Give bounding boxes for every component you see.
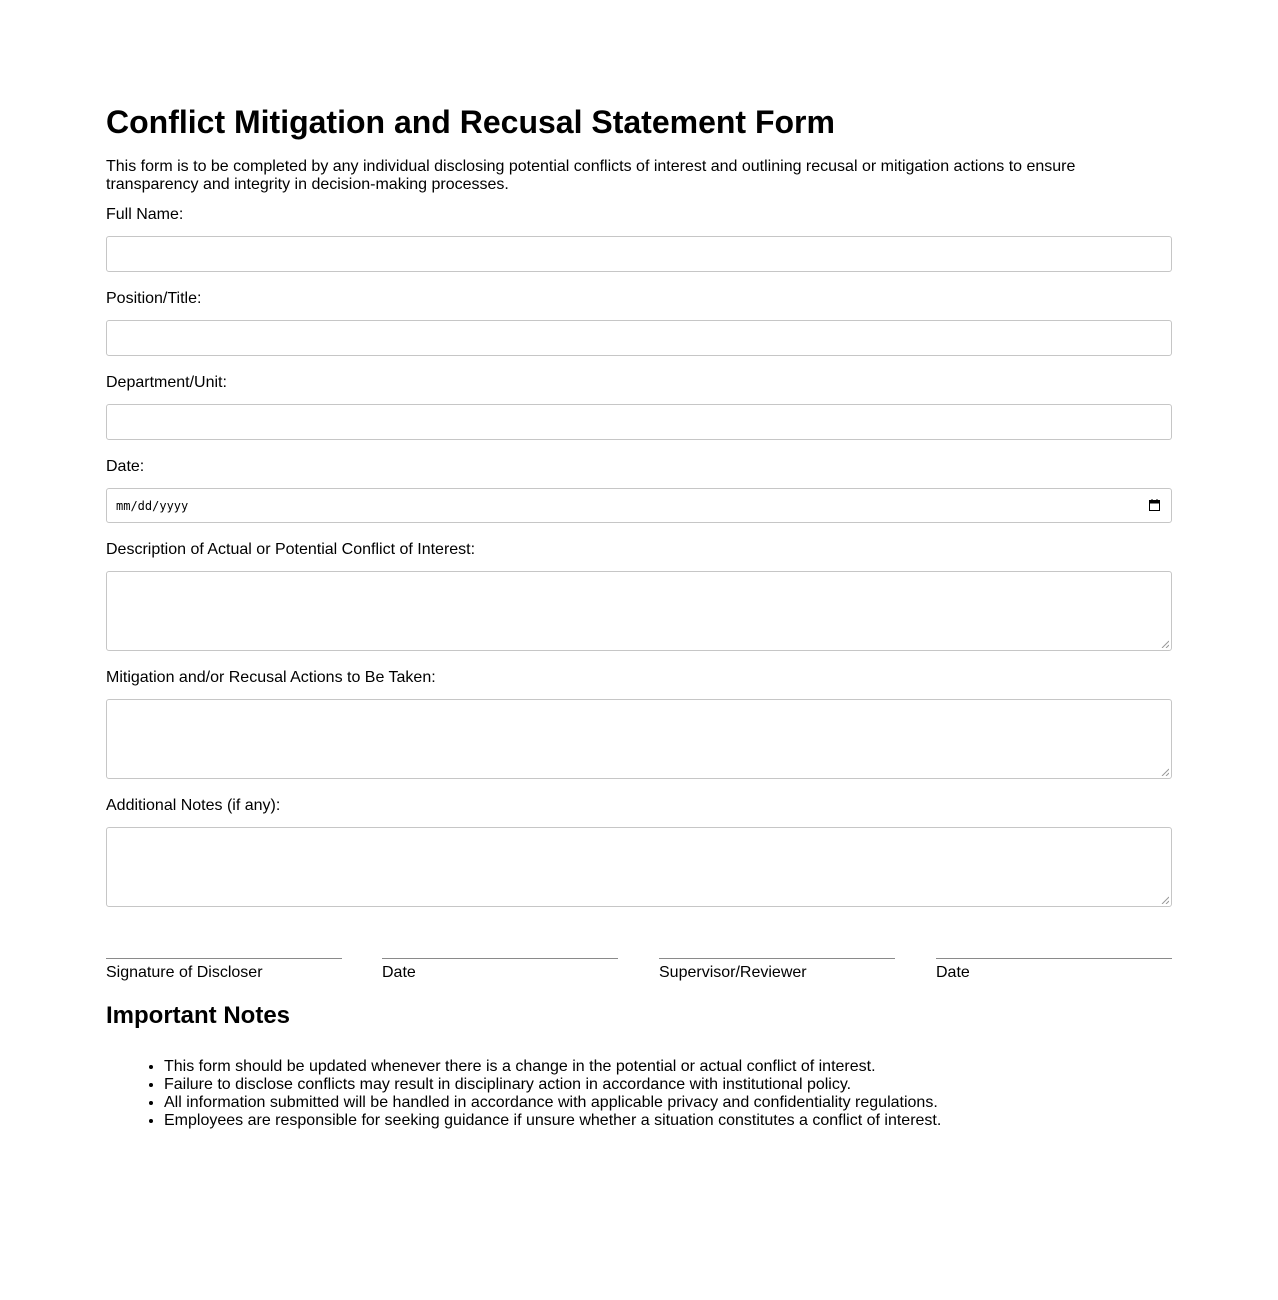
signature-line xyxy=(106,958,342,959)
signature-line xyxy=(382,958,618,959)
list-item: • This form should be updated whenever there is a change in the potential or actual conflict of interest. xyxy=(164,1058,941,1076)
signature-date-block xyxy=(382,958,618,982)
list-item: • All information submitted will be handled in accordance with applicable privacy and confidentiality regulations. xyxy=(164,1094,941,1112)
signature-discloser-label: Signature of Discloser xyxy=(106,964,263,981)
mitigation-actions-label: Mitigation and/or Recusal Actions to Be Taken: xyxy=(106,669,436,686)
form-intro: This form is to be completed by any individual disclosing potential conflicts of interest and outlining recusal or mitigation actions to ensure transparency and integrity in decision-making processes. xyxy=(106,158,1076,193)
mitigation-actions-textarea[interactable] xyxy=(106,699,1172,779)
full-name-input[interactable] xyxy=(106,236,1172,272)
department-unit-input[interactable] xyxy=(106,404,1172,440)
list-item: • Employees are responsible for seeking guidance if unsure whether a situation constitutes a conflict of interest. xyxy=(164,1112,941,1130)
important-notes-list xyxy=(106,1058,941,1130)
signature-reviewer-block xyxy=(659,958,895,982)
date-placeholder: mm/dd/yyyy xyxy=(116,499,189,513)
list-item: • Failure to disclose conflicts may result in disciplinary action in accordance with institutional policy. xyxy=(164,1076,941,1094)
signature-reviewer-date-label: Date xyxy=(936,964,970,981)
position-title-input[interactable] xyxy=(106,320,1172,356)
signature-reviewer-date-block xyxy=(936,958,1172,982)
conflict-description-label: Description of Actual or Potential Conflict of Interest: xyxy=(106,541,476,558)
date-input[interactable] xyxy=(106,488,1172,523)
signature-reviewer-label: Supervisor/Reviewer xyxy=(659,964,807,981)
department-unit-label: Department/Unit: xyxy=(106,374,227,391)
calendar-icon[interactable] xyxy=(1149,499,1160,511)
signature-date-label: Date xyxy=(382,964,416,981)
resize-handle-icon[interactable] xyxy=(1161,768,1169,776)
position-title-label: Position/Title: xyxy=(106,290,202,307)
important-notes-heading: Important Notes xyxy=(106,1002,291,1029)
date-label: Date: xyxy=(106,458,145,475)
signature-line xyxy=(659,958,895,959)
page-title: Conflict Mitigation and Recusal Statement Form xyxy=(106,104,835,140)
resize-handle-icon[interactable] xyxy=(1161,896,1169,904)
additional-notes-textarea[interactable] xyxy=(106,827,1172,907)
resize-handle-icon[interactable] xyxy=(1161,640,1169,648)
signature-discloser-block xyxy=(106,958,342,982)
full-name-label: Full Name: xyxy=(106,206,184,223)
additional-notes-label: Additional Notes (if any): xyxy=(106,797,281,814)
signature-line xyxy=(936,958,1172,959)
conflict-description-textarea[interactable] xyxy=(106,571,1172,651)
